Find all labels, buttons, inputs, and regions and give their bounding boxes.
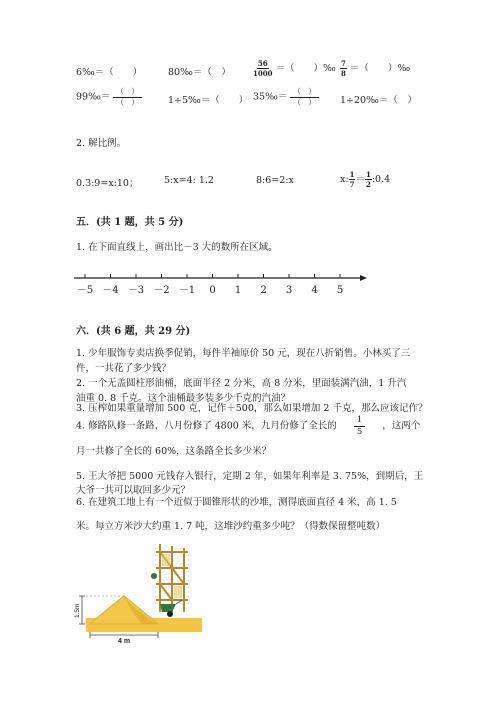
number-line-label: 2 xyxy=(260,285,267,296)
question-text: 1. 少年服饰专卖店换季促销，每件半袖原价 50 元，现在八折销售。小林买了三 xyxy=(76,348,411,359)
fraction: $\frac{1}{7}$ xyxy=(349,170,355,189)
number-line xyxy=(70,270,370,300)
number-line-label: －4 xyxy=(102,285,119,296)
proportion-equation: 5:x=4: 1.2 xyxy=(164,175,214,186)
question-text: 米。每立方米沙大约重 1. 7 吨，这堆沙约重多少吨？（得数保留整吨数） xyxy=(76,521,386,532)
number-line-label: 1 xyxy=(234,285,242,296)
width-label: 4 m xyxy=(118,638,131,644)
conversion-item: 1÷20‰＝（ ） xyxy=(340,95,417,106)
conversion-item: 35‰＝ $\frac{( )}{( )}$ xyxy=(253,88,319,106)
fraction: $\frac{( )}{( )}$ xyxy=(113,88,142,106)
proportion-equation: 0.3:9=x:10； xyxy=(76,178,139,189)
question-text: 大爷一共可以取回多少元？ xyxy=(76,485,191,496)
question-text: 4. 修路队修一条路，八月份修了 4800 米，九月份修了全长的 $\frac{1}{5}$ ，这两个 xyxy=(76,415,421,437)
number-line-label: －3 xyxy=(127,285,145,296)
section-heading: 五．(共 1 题，共 5 分) xyxy=(76,217,184,228)
question-title: 2. 解比例。 xyxy=(76,138,127,149)
fraction: $\frac{1}{5}$ xyxy=(354,416,365,436)
number-line-label: 5 xyxy=(336,285,344,296)
conversion-item: $\frac{7}{8}$ ＝（ ）‰ xyxy=(341,59,411,78)
section-heading: 六．(共 6 题，共 29 分) xyxy=(76,326,191,337)
number-line-label: 3 xyxy=(285,285,293,296)
question-text: 6. 在建筑工地上有一个近似于圆锥形状的沙堆，测得底面直径 4 米，高 1. 5 xyxy=(76,497,397,508)
fraction: $\frac{( )}{( )}$ xyxy=(290,88,319,106)
fraction: $\frac{1}{2}$ xyxy=(365,170,371,189)
proportion-equation: x: $\frac{1}{7}$ ＝ $\frac{1}{2}$ :0.4 xyxy=(340,170,391,189)
question-text: 件，一共花了多少钱？ xyxy=(76,363,172,374)
conversion-item: 99‰＝ $\frac{( )}{( )}$ xyxy=(76,88,142,106)
question-text: 1. 在下面直线上，画出比－3 大的数所在区域。 xyxy=(76,242,278,253)
proportion-equation: 8:6=2:x xyxy=(256,175,294,186)
scaffolding xyxy=(156,544,188,612)
number-line-label: －5 xyxy=(76,285,94,296)
number-line-label: 4 xyxy=(311,285,318,296)
number-line-label: 0 xyxy=(209,285,216,296)
conversion-item: 80‰＝（ ） xyxy=(168,67,231,78)
number-line-label: －2 xyxy=(153,285,170,296)
arrow-head-icon xyxy=(360,275,367,281)
fraction: $\frac{7}{8}$ xyxy=(341,59,346,78)
conversion-item: 6‰＝（ ） xyxy=(76,67,143,78)
number-line-label: －1 xyxy=(178,285,196,296)
question-text: 2. 一个无盖圆柱形油桶，底面半径 2 分米，高 8 分米，里面装满汽油，1 升汽 xyxy=(76,378,407,389)
question-text: 5. 王大爷把 5000 元钱存入银行，定期 2 年，如果年利率是 3. 75%，到期后，王 xyxy=(76,471,424,482)
number-line-ticks xyxy=(77,274,343,296)
question-text: 油重 0. 8 千克。这个油桶最多装多少千克的汽油？ xyxy=(76,393,291,404)
conversion-item: 1÷5‰＝（ ） xyxy=(168,95,249,106)
question-text: 3. 压榨如果重量增加 500 克，记作＋500，那么如果增加 2 千克，那么应该记作？ xyxy=(76,403,428,414)
height-label: 1.5m xyxy=(74,603,81,618)
sand-pile-illustration xyxy=(72,540,202,644)
fraction: $\frac{56}{1000}$ xyxy=(253,59,273,78)
question-text: 月一共修了全长的 60%，这条路全长多少米？ xyxy=(76,446,272,457)
worker-icon xyxy=(151,573,157,579)
conversion-item: $\frac{56}{1000}$ ＝（ ）‰ xyxy=(253,59,336,78)
